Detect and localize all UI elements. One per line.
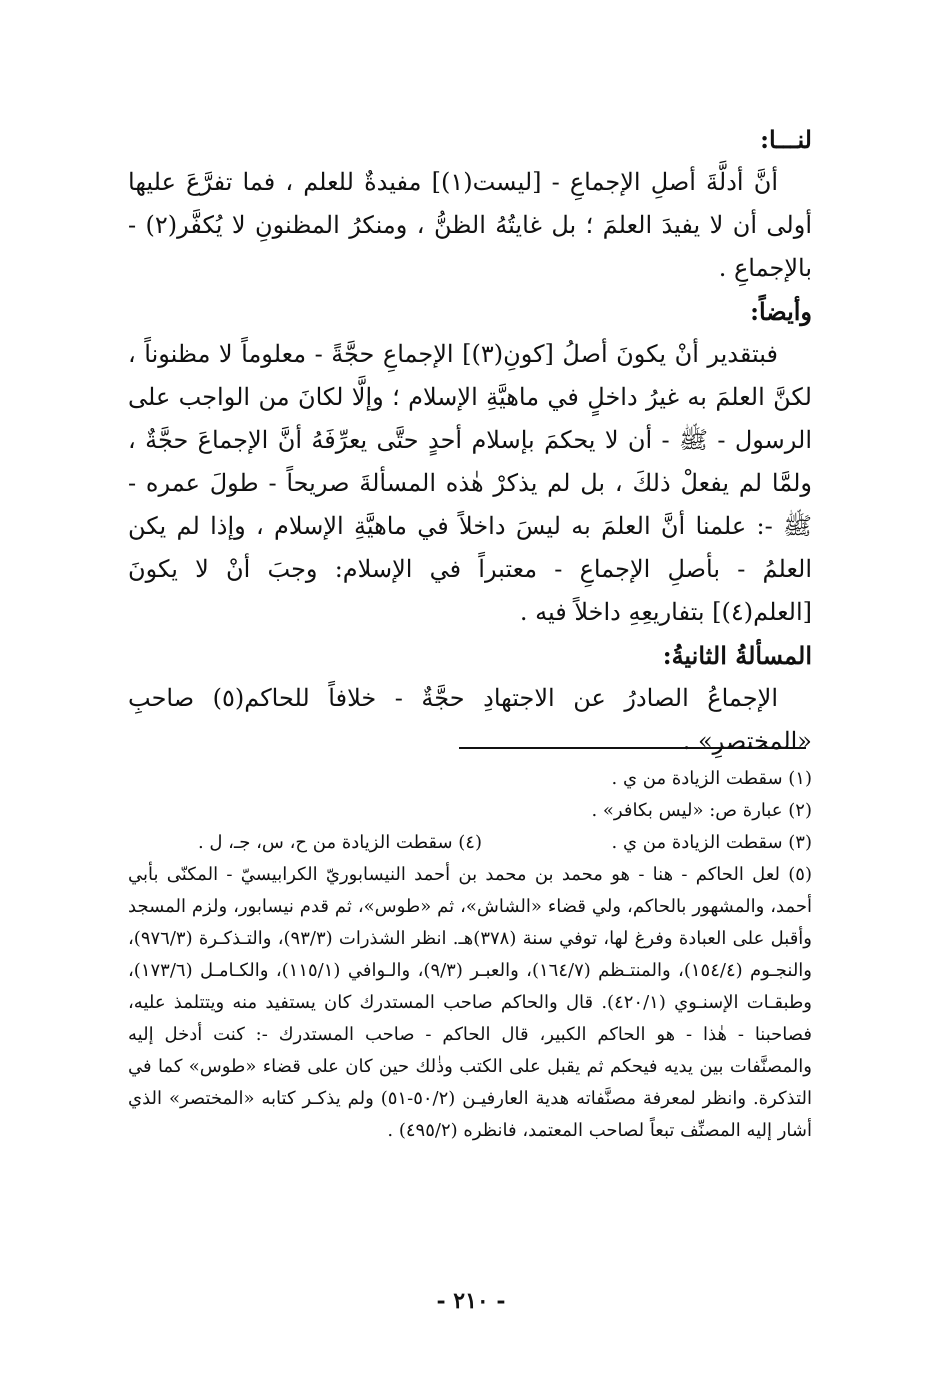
footnote-row-2 [128,795,812,827]
paragraph-3: الإجماعُ الصادرُ عن الاجتهادِ حجَّةٌ - خلافاً للحاكم(٥) صاحبِ «المختصرِ» . [128,684,812,755]
section-heading-second-issue: المسألةُ الثانيةُ: [662,641,812,670]
footnote-separator [459,747,806,749]
paragraph-1: أنَّ أدلَّةَ أصلِ الإجماعِ - [ليست(١)] مفيدةٌ للعلم ، فما تفرَّعَ عليها أولى أن لا يفيدَ العلمَ ؛ بل غايتُهُ الظنُّ ، ومنكرُ المظنونِ لا يُكفَّر(٢) - بالإجماعِ . [128,168,812,282]
footnotes [128,763,812,1147]
main-text [128,118,812,763]
section-heading-lana: لنـــا: [760,125,812,154]
footnote-row-3 [128,827,812,859]
footnote-4: (٤) سقطت الزيادة من ح، س، جـ، ل . [197,832,482,853]
footnote-3: (٣) سقطت الزيادة من ي . [611,832,812,853]
footnote-5: (٥) لعل الحاكم - هنا - هو محمد بن محمد بن أحمد النيسابوريّ الكرابيسيّ - المكنّى بأبي أحمد، والمشهور بالحاكم، ولي قضاء «الشاش»، ثم «طوس»، ثم قدم نيسابور، ولزم المسجد وأقبل على العبادة وفرغ لها، توفي سنة (٣٧٨)هـ. انظر الشذرات (٩٣/٣)، والتـذكـرة (٩٧٦/٣)، والنجـوم (١٥٤/٤)، والمنتـظم (١٦٤/٧)، والعبـر (٩/٣)، والـوافي (١١٥/١)، والكـامـل (١٧٣/٦)، وطبقـات الإسنـوي (٤٢٠/١). قال والحاكم صاحب المستدرك كان يستفيد منه ويتتلمذ عليه، فصاحبنا - هٰذا - هو الحاكم الكبير، قال الحاكم - صاحب المستدرك -: كنت أدخل إليه والمصنَّفات بين يديه فيحكم ثم يقبل على الكتب وذٰلك حين كان على قضاء «طوس» كما في التذكرة. وانظر لمعرفة مصنَّفاته هدية العارفيـن (٥٠/٢-٥١) ولم يذكـر كتابه «المختصر» الذي أشار إليه المصنِّف تبعاً لصاحب المعتمد، فانظره (٤٩٥/٢) . [128,864,813,1141]
section-heading-wa-aydan: وأيضاً: [750,297,812,326]
footnote-2: (٢) عبارة ص: «ليس بكافر» . [591,800,812,821]
footnote-row-1 [128,763,812,795]
footnote-1: (١) سقطت الزيادة من ي . [611,768,812,789]
page-number: - ٢١٠ - [436,1288,506,1314]
paragraph-2: فبتقدير أنْ يكونَ أصلُ [كونِ(٣)] الإجماعِ حجَّةً - معلوماً لا مظنوناً ، لكنَّ العلمَ به غيرُ داخلٍ في ماهيَّةِ الإسلام ؛ وإلَّا لكانَ من الواجب على الرسول - ﷺ - أن لا يحكمَ بإسلام أحدٍ حتَّى يعرِّفَهُ أنَّ الإجماعَ حجَّةٌ ، ولمَّا لم يفعلْ ذلكَ ، بل لم يذكرْ هٰذه المسألةَ صريحاً - طولَ عمره - ﷺ -: علمنا أنَّ العلمَ به ليسَ داخلاً في ماهيَّةِ الإسلام ، وإذا لم يكن العلمُ - بأصلِ الإجماعِ - معتبراً في الإسلام: وجبَ أنْ لا يكونَ [العلم(٤)] بتفاريعِهِ داخلاً فيه . [128,340,812,626]
